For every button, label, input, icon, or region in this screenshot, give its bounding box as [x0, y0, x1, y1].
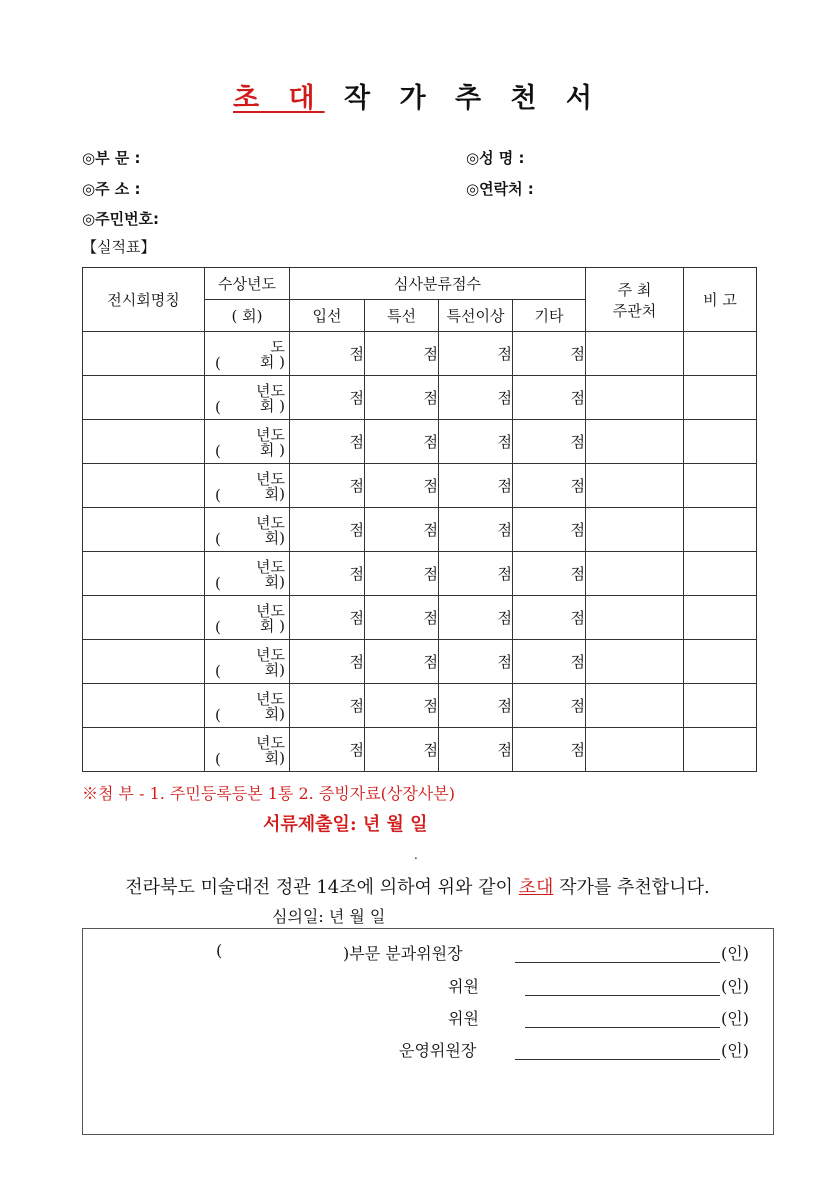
- round-close: 회): [264, 705, 285, 723]
- sig-seal-member2: (인): [721, 1009, 749, 1028]
- score-unit: 점: [423, 389, 438, 407]
- cell-score[interactable]: [513, 508, 586, 552]
- round-close: 회 ): [259, 441, 285, 459]
- table-row: [83, 464, 757, 508]
- cell-remarks[interactable]: [684, 552, 757, 596]
- cell-score[interactable]: [290, 596, 365, 640]
- statement-red: 초대: [518, 877, 554, 898]
- round-open: (: [215, 574, 221, 592]
- header-score-col: 입선: [290, 300, 365, 332]
- cell-score[interactable]: [439, 508, 513, 552]
- cell-remarks[interactable]: [684, 464, 757, 508]
- cell-score[interactable]: [513, 684, 586, 728]
- round-open: (: [215, 398, 221, 416]
- cell-score[interactable]: [513, 596, 586, 640]
- score-unit: 점: [349, 389, 364, 407]
- round-open: (: [215, 618, 221, 636]
- record-table: [82, 267, 757, 772]
- header-award-year: 수상년도: [205, 268, 290, 300]
- year-suffix: 년도: [256, 558, 285, 576]
- cell-score[interactable]: [439, 376, 513, 420]
- cell-award-year[interactable]: [205, 376, 290, 420]
- cell-score[interactable]: [365, 376, 439, 420]
- table-row: [83, 728, 757, 772]
- header-award-round: ( 회): [205, 300, 290, 332]
- sig-line-chair[interactable]: [515, 962, 720, 963]
- cell-score[interactable]: [290, 552, 365, 596]
- field-address: ◎주 소 :: [82, 180, 141, 198]
- sig-seal-member1: (인): [721, 977, 749, 996]
- round-open: (: [215, 662, 221, 680]
- score-unit: 점: [570, 521, 586, 539]
- table-row: [83, 640, 757, 684]
- round-close: 회 ): [259, 353, 285, 371]
- round-open: (: [215, 486, 221, 504]
- score-unit: 점: [349, 653, 364, 671]
- cell-remarks[interactable]: [684, 684, 757, 728]
- cell-score[interactable]: [290, 640, 365, 684]
- score-unit: 점: [570, 741, 586, 759]
- attachment-note: ※첨 부 - 1. 주민등록등본 1통 2. 증빙자료(상장사본): [82, 784, 455, 803]
- review-date: 심의일: 년 월 일: [272, 907, 386, 926]
- round-open: (: [215, 750, 221, 768]
- cell-host[interactable]: [586, 332, 684, 376]
- score-unit: 점: [570, 609, 586, 627]
- score-unit: 점: [423, 741, 438, 759]
- recommendation-statement: [0, 873, 835, 899]
- table-row: [83, 596, 757, 640]
- score-unit: 점: [423, 477, 438, 495]
- cell-score[interactable]: [439, 464, 513, 508]
- cell-host[interactable]: [586, 684, 684, 728]
- score-unit: 점: [423, 609, 438, 627]
- year-suffix: 년도: [256, 602, 285, 620]
- sig-member1-label: 위원: [448, 977, 479, 996]
- cell-score[interactable]: [439, 596, 513, 640]
- score-unit: 점: [349, 477, 364, 495]
- cell-host[interactable]: [586, 552, 684, 596]
- statement-before: 전라북도 미술대전 정관 14조에 의하여 위와 같이: [125, 877, 519, 898]
- cell-award-year[interactable]: [205, 596, 290, 640]
- cell-score[interactable]: [513, 420, 586, 464]
- round-close: 회): [264, 749, 285, 767]
- cell-host[interactable]: [586, 508, 684, 552]
- header-host: [586, 268, 684, 332]
- cell-score[interactable]: [365, 596, 439, 640]
- cell-remarks[interactable]: [684, 640, 757, 684]
- cell-exhibition[interactable]: [83, 508, 205, 552]
- score-unit: 점: [349, 697, 364, 715]
- cell-score[interactable]: [365, 552, 439, 596]
- score-unit: 점: [423, 433, 438, 451]
- cell-remarks[interactable]: [684, 596, 757, 640]
- header-host-top: 주 최: [617, 280, 652, 299]
- cell-score[interactable]: [439, 684, 513, 728]
- round-close: 회 ): [259, 617, 285, 635]
- header-score-col: 특선이상: [439, 300, 513, 332]
- cell-score[interactable]: [365, 464, 439, 508]
- header-remarks: 비 고: [684, 268, 757, 332]
- score-unit: 점: [349, 741, 364, 759]
- score-unit: 점: [497, 565, 512, 583]
- header-host-bottom: 주관처: [612, 301, 657, 320]
- cell-remarks[interactable]: [684, 420, 757, 464]
- header-score-col: 기타: [513, 300, 586, 332]
- table-row: [83, 376, 757, 420]
- field-id-number: ◎주민번호:: [82, 210, 160, 228]
- year-suffix: 도: [270, 338, 285, 356]
- header-exhibition: 전시회명칭: [83, 268, 205, 332]
- statement-after: 작가를 추천합니다.: [553, 877, 710, 898]
- score-unit: 점: [570, 389, 586, 407]
- cell-exhibition[interactable]: [83, 596, 205, 640]
- score-unit: 점: [497, 389, 512, 407]
- cell-score[interactable]: [290, 376, 365, 420]
- sig-committee-label: 운영위원장: [399, 1041, 477, 1060]
- cell-score[interactable]: [513, 376, 586, 420]
- cell-host[interactable]: [586, 728, 684, 772]
- score-unit: 점: [570, 433, 586, 451]
- sig-seal-committee: (인): [721, 1041, 749, 1060]
- score-unit: 점: [570, 697, 586, 715]
- cell-award-year[interactable]: [205, 508, 290, 552]
- title-red-part: 초 대: [233, 83, 325, 114]
- score-unit: 점: [349, 565, 364, 583]
- score-unit: 점: [423, 345, 438, 363]
- cell-score[interactable]: [365, 684, 439, 728]
- score-unit: 점: [497, 433, 512, 451]
- cell-score[interactable]: [290, 684, 365, 728]
- cell-score[interactable]: [439, 420, 513, 464]
- cell-award-year[interactable]: [205, 332, 290, 376]
- header-score-group: 심사분류점수: [290, 268, 586, 300]
- cell-score[interactable]: [365, 420, 439, 464]
- sig-paren-open: (: [216, 941, 223, 960]
- cell-award-year[interactable]: [205, 728, 290, 772]
- field-contact: ◎연락처 :: [466, 180, 534, 198]
- table-row: [83, 508, 757, 552]
- record-label: 【실적표】: [82, 238, 156, 256]
- cell-score[interactable]: [290, 332, 365, 376]
- sig-line-member1[interactable]: [525, 995, 720, 996]
- title-rest: 작 가 추 천 서: [343, 83, 602, 114]
- sig-line-committee[interactable]: [515, 1059, 720, 1060]
- table-row: [83, 332, 757, 376]
- cell-remarks[interactable]: [684, 508, 757, 552]
- score-unit: 점: [497, 653, 512, 671]
- dot-mark: .: [414, 848, 418, 862]
- submission-date: 서류제출일: 년 월 일: [263, 814, 428, 835]
- year-suffix: 년도: [256, 690, 285, 708]
- table-row: [83, 684, 757, 728]
- cell-award-year[interactable]: [205, 640, 290, 684]
- score-unit: 점: [423, 565, 438, 583]
- cell-score[interactable]: [513, 640, 586, 684]
- round-close: 회): [264, 529, 285, 547]
- sig-seal-chair: (인): [721, 944, 749, 963]
- table-row: [83, 420, 757, 464]
- cell-score[interactable]: [365, 728, 439, 772]
- sig-chair-label: )부문 분과위원장: [343, 944, 463, 963]
- cell-award-year[interactable]: [205, 552, 290, 596]
- cell-score[interactable]: [439, 552, 513, 596]
- round-open: (: [215, 706, 221, 724]
- table-row: [83, 552, 757, 596]
- field-name: ◎성 명 :: [466, 149, 525, 167]
- score-unit: 점: [570, 565, 586, 583]
- score-unit: 점: [497, 477, 512, 495]
- score-unit: 점: [423, 653, 438, 671]
- cell-exhibition[interactable]: [83, 684, 205, 728]
- score-unit: 점: [570, 477, 586, 495]
- year-suffix: 년도: [256, 426, 285, 444]
- score-unit: 점: [349, 521, 364, 539]
- cell-score[interactable]: [439, 728, 513, 772]
- cell-host[interactable]: [586, 640, 684, 684]
- cell-remarks[interactable]: [684, 376, 757, 420]
- score-unit: 점: [497, 609, 512, 627]
- field-division: ◎부 문 :: [82, 149, 141, 167]
- round-close: 회): [264, 485, 285, 503]
- cell-remarks[interactable]: [684, 728, 757, 772]
- cell-score[interactable]: [365, 508, 439, 552]
- score-unit: 점: [349, 345, 364, 363]
- cell-exhibition[interactable]: [83, 728, 205, 772]
- cell-exhibition[interactable]: [83, 552, 205, 596]
- cell-award-year[interactable]: [205, 464, 290, 508]
- sig-member2-label: 위원: [448, 1009, 479, 1028]
- year-suffix: 년도: [256, 734, 285, 752]
- score-unit: 점: [497, 345, 512, 363]
- round-open: (: [215, 442, 221, 460]
- cell-score[interactable]: [439, 332, 513, 376]
- score-unit: 점: [570, 345, 586, 363]
- cell-score[interactable]: [439, 640, 513, 684]
- round-open: (: [215, 354, 221, 372]
- cell-exhibition[interactable]: [83, 332, 205, 376]
- score-unit: 점: [497, 521, 512, 539]
- score-unit: 점: [497, 741, 512, 759]
- cell-score[interactable]: [290, 508, 365, 552]
- round-close: 회 ): [259, 397, 285, 415]
- year-suffix: 년도: [256, 382, 285, 400]
- cell-score[interactable]: [290, 420, 365, 464]
- cell-score[interactable]: [513, 332, 586, 376]
- cell-host[interactable]: [586, 464, 684, 508]
- signature-box: [82, 928, 774, 1135]
- cell-award-year[interactable]: [205, 420, 290, 464]
- cell-score[interactable]: [513, 552, 586, 596]
- cell-score[interactable]: [513, 464, 586, 508]
- score-unit: 점: [349, 433, 364, 451]
- cell-score[interactable]: [290, 728, 365, 772]
- cell-exhibition[interactable]: [83, 376, 205, 420]
- round-open: (: [215, 530, 221, 548]
- cell-host[interactable]: [586, 376, 684, 420]
- score-unit: 점: [497, 697, 512, 715]
- sig-line-member2[interactable]: [525, 1027, 720, 1028]
- cell-score[interactable]: [365, 640, 439, 684]
- round-close: 회): [264, 661, 285, 679]
- document-title: [0, 76, 835, 115]
- cell-remarks[interactable]: [684, 332, 757, 376]
- cell-host[interactable]: [586, 420, 684, 464]
- score-unit: 점: [570, 653, 586, 671]
- cell-score[interactable]: [513, 728, 586, 772]
- cell-exhibition[interactable]: [83, 464, 205, 508]
- cell-score[interactable]: [290, 464, 365, 508]
- year-suffix: 년도: [256, 470, 285, 488]
- year-suffix: 년도: [256, 646, 285, 664]
- score-unit: 점: [423, 697, 438, 715]
- round-close: 회): [264, 573, 285, 591]
- cell-host[interactable]: [586, 596, 684, 640]
- header-score-col: 특선: [365, 300, 439, 332]
- year-suffix: 년도: [256, 514, 285, 532]
- cell-exhibition[interactable]: [83, 420, 205, 464]
- cell-score[interactable]: [365, 332, 439, 376]
- score-unit: 점: [423, 521, 438, 539]
- cell-exhibition[interactable]: [83, 640, 205, 684]
- cell-award-year[interactable]: [205, 684, 290, 728]
- score-unit: 점: [349, 609, 364, 627]
